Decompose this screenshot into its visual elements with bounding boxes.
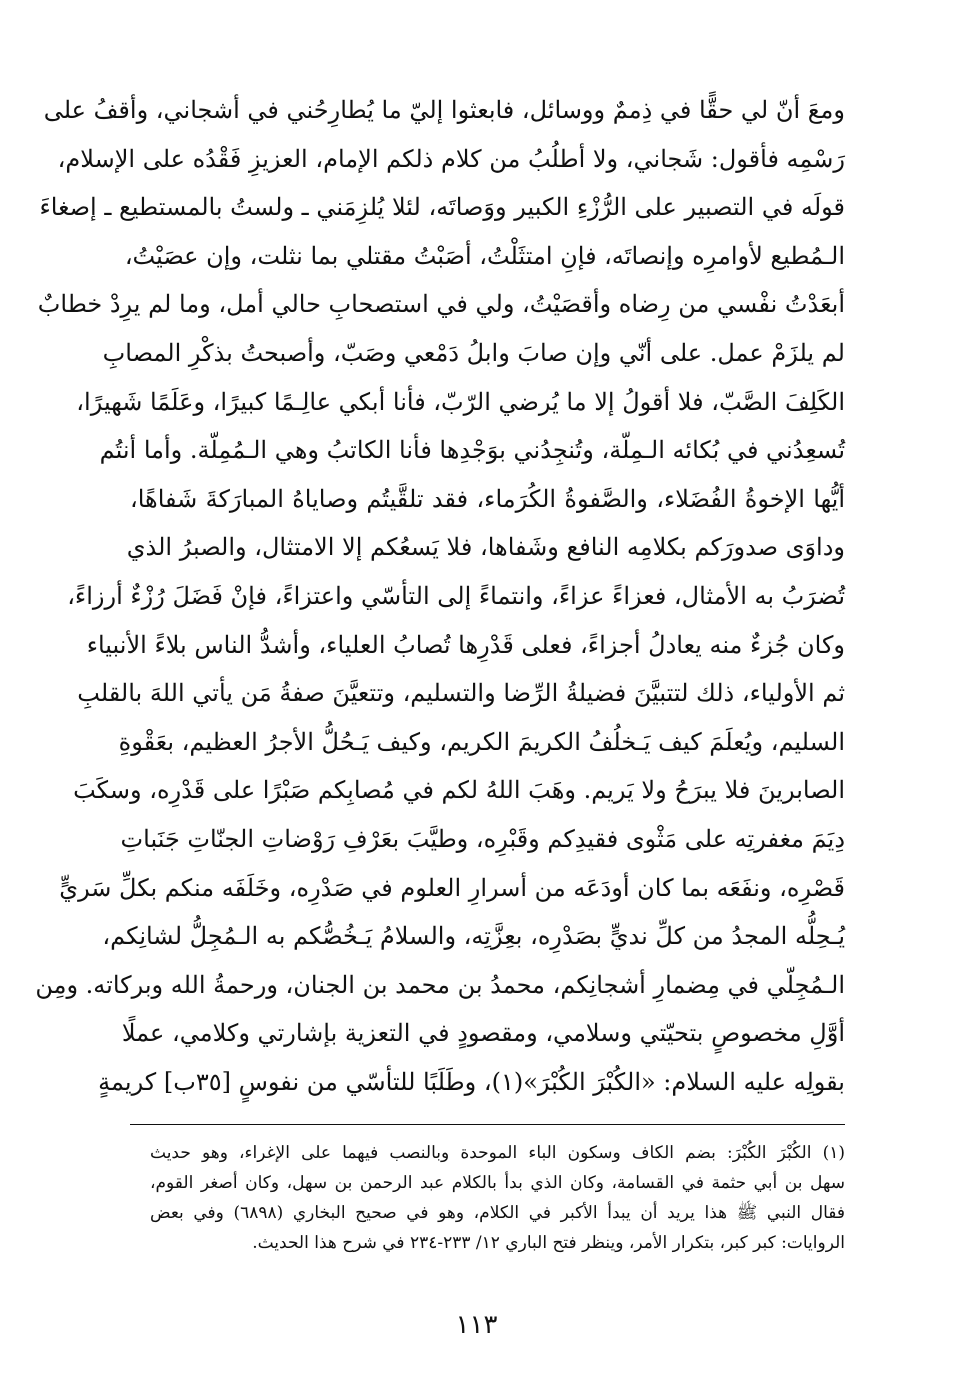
body-line: الصابرينَ فلا يبرَحُ ولا يَريم. وهَبَ اللهُ لكم في مُصابِكم صَبْرًا على قَدْرِه، وسكَبَ: [73, 776, 845, 805]
body-line: الـمُجِلّي في مِضمارِ أشجانِكم، محمدُ بن محمد بن الجنان، ورحمةُ الله وبركاته. ومِن: [35, 970, 845, 999]
footnote-line: الروايات: كبر كبر، بتكرار الأمر، وينظر فتح الباري ١٢/ ٢٣٣-٢٣٤ في شرح هذا الحديث.: [252, 1233, 845, 1253]
body-line: لم يلزَمْ عمل. على أنّي وإن صابَ وابلُ دَمْعي وصَبّ، وأصبحتُ بذكْرِ المصابِ: [102, 338, 845, 367]
body-line: وداوَى صدورَكم بكلامِه النافع وشَفاها، فلا يَسعُكم إلا الامتثال، والصبرُ الذي: [126, 533, 845, 562]
footnote-line: (١) الكُبْرَ الكُبْرَ: بضم الكاف وسكون الباء الموحدة وبالنصب فيهما على الإغراء، وهو حديث: [150, 1143, 845, 1163]
footnotes-block: [150, 1138, 845, 1258]
main-text-block: [35, 86, 845, 1106]
body-line: أوَّلِ مخصوصٍ بتحيّتي وسلامي، ومقصودٍ في التعزية بإشارتي وكلامي، عملًا: [121, 1019, 845, 1048]
footnote-line: فقال النبي ﷺ هذا يريد أن يبدأ الأكبر في الكلام، وهو في صحيح البخاري (٦٨٩٨) وفي بعض: [150, 1203, 845, 1223]
body-line: ومعَ أنّ لي حقًّا في ذِممٌ ووسائل، فابعثوا إليّ ما يُطارِحُني في أشجاني، وأقفُ على: [43, 96, 845, 124]
page-number: ١١٣: [455, 1310, 498, 1340]
body-line: رَسْمِه فأقول: شَجاني، ولا أطلُبُ من كلام ذلكم الإمام، العزيزِ فَقْدُه على الإسلام،: [57, 144, 845, 173]
body-line: دِيَمَ مغفرتِه على مَثْوى فقيدِكم وقَبْرِه، وطيَّبَ بعَرْفِ رَوْضاتِ الجنّاتِ جَنَباتِ: [120, 824, 845, 853]
body-line: وكان جُزءٌ منه يعادلُ أجزاءً، فعلى قَدْرِها تُصابُ العلياء، وأشدُّ الناس بلاءً الأنبياء: [86, 630, 845, 659]
body-line: الكَلِفَ الصَّبّ، فلا أقولُ إلا ما يُرضي الرّبّ، فأنا أبكي عالِـمًا كبيرًا، وعَلَمًا شَهيرًا،: [76, 387, 845, 416]
body-line: قولَه في التصبير على الرُّزْءِ الكبير ووَصاتَه، لئلا يُلزِمَني ـ ولستُ بالمستطيع ـ إصغاءَ: [39, 193, 845, 222]
body-line: الـمُطيع لأوامرِه وإنصاتَه، فإنِ امتثَلْتُ، أصَبْتُ مقتلي بما نثلت، وإن عصَيْتُ،: [124, 241, 845, 270]
body-line: بقولِه عليه السلام: «الكُبْرَ الكُبْرَ»(١)، وطَلَبًا للتأسّي من نفوسٍ [٣٥ب] كريمةٍ: [98, 1067, 845, 1096]
body-line: يُـحِلُّه المجدُ من كلِّ نديٍّ بصَدْرِه، بعِزَّتِه، والسلامُ يَـخُصُّكم به الـمُجِلُّ لشانِكم،: [102, 922, 845, 951]
body-line: أبعَدْتُ نفْسي من رِضاه وأقصَيْتُ، ولي في استصحابِ حالي أمل، وما لم يرِدْ خطابٌ: [37, 290, 845, 319]
body-line: السليم، ويُعلَمَ كيف يَـخلُفُ الكريمَ الكريم، وكيف يَـحُلُّ الأجرُ العظيم، بعَقْوةِ: [118, 727, 845, 756]
body-line: قَصْرِه، ونفَعَه بما كان أودَعَه من أسرارِ العلوم في صَدْرِه، وخَلَفَه منكم بكلِّ سَريٍّ: [59, 873, 845, 902]
body-line: تُضرَبُ به الأمثال، فعزاءً عزاءً، وانتماءً إلى التأسّي واعتزاءً، فإنْ فَضَلَ رُزْءٌ أرزاءً،: [67, 581, 845, 610]
footnote-divider: [130, 1124, 845, 1125]
body-line: أيُّها الإخوةُ الفُضَلاء، والصَّفوةُ الكُرَماء، فقد تلقَّيتُم وصاياهُ المبارَكةَ شَفاهًا،: [130, 484, 845, 513]
body-line: ثم الأولياء، ذلك لتتبيَّنَ فضيلةُ الرِّضا والتسليم، وتتعيَّنَ صفةُ مَن يأتي اللهَ بالقلبِ: [77, 679, 845, 708]
footnote-line: سهل بن أبي حثمة في القسامة، وكان الذي بدأ بالكلام عبد الرحمن بن سهل، وكان أصغر القوم،: [150, 1173, 845, 1193]
body-line: تُسعِدُني في بُكائه الـمِلّة، وتُنجِدُني بوَجْدِها فأنا الكاتبُ وهي الـمُمِلّة. وأما أنتُم: [99, 436, 845, 465]
